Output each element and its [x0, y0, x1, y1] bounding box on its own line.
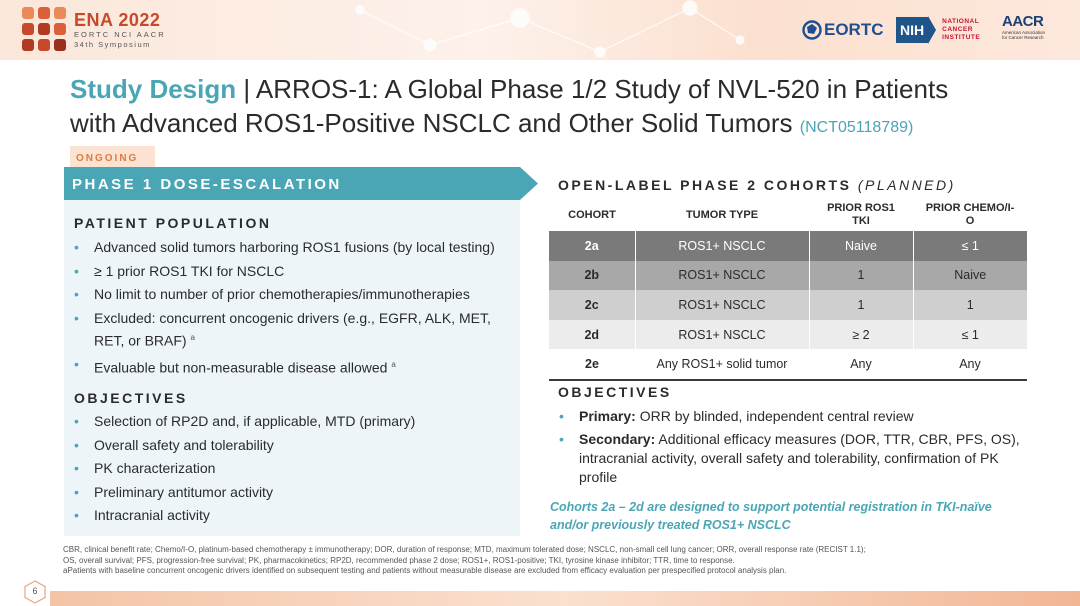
objectives-heading: OBJECTIVES — [74, 390, 188, 406]
phase1-panel — [64, 200, 520, 536]
eortc-label: EORTC — [824, 20, 884, 39]
footer-bar — [50, 591, 1080, 606]
population-list — [64, 238, 514, 382]
ena-title: ENA 2022 — [74, 10, 161, 30]
globe-icon — [802, 20, 822, 40]
table-row: 2e Any ROS1+ solid tumor Any Any — [549, 349, 1027, 379]
nct-number: (NCT05118789) — [799, 119, 914, 136]
col-tumor-type: TUMOR TYPE — [685, 208, 759, 221]
aacr-label: AACR — [1002, 13, 1044, 30]
list-item: • Selection of RP2D and, if applicable, MTD (primary) — [64, 412, 514, 431]
ena-organizers: EORTC NCI AACR — [74, 30, 166, 39]
ena-symposium: 34th Symposium — [74, 40, 151, 49]
phase2-objectives — [549, 407, 1027, 490]
list-item: • Excluded: concurrent oncogenic drivers (e.g., EGFR, ALK, MET, RET, or BRAF) $^a$ — [64, 309, 514, 351]
eortc-logo — [802, 14, 884, 46]
col-prior-tki: PRIOR ROS1 TKI — [827, 202, 895, 227]
ena-logo — [22, 7, 166, 53]
list-item: • Intracranial activity — [64, 506, 514, 525]
hexagon-grid-icon — [22, 7, 68, 53]
title-line2: with Advanced ROS1-Positive NSCLC and Other Solid Tumors — [70, 108, 793, 138]
col-prior-chemo: PRIOR CHEMO/I-O — [925, 202, 1015, 227]
list-item: • ≥ 1 prior ROS1 TKI for NSCLC — [64, 262, 514, 281]
list-item: • Advanced solid tumors harboring ROS1 fusions (by local testing) — [64, 238, 514, 257]
table-row: 2c ROS1+ NSCLC 1 1 — [549, 290, 1027, 320]
cohort-table — [549, 199, 1027, 379]
phase2-objectives-heading: OBJECTIVES — [558, 384, 672, 400]
list-item: • Preliminary antitumor activity — [64, 483, 514, 502]
col-cohort: COHORT — [568, 208, 616, 221]
population-heading: PATIENT POPULATION — [74, 215, 272, 231]
aacr-logo: AACR American Association for Cancer Research — [1002, 13, 1046, 40]
ongoing-badge: ONGOING — [70, 146, 155, 168]
footnote: CBR, clinical benefit rate; Chemo/I-O, platinum-based chemotherapy ± immunotherapy; DOR, duration of response; MTD, maximum tolerated dose; NSCLC, non-small cell lung cancer; ORR, overall response rate (RECIST 1.1); OS, overall survival; PFS, progression-free survival; PK, pharmacokinetics; RP2D, recommended phase 2 dose; ROS1+, ROS1-positive; TKI, tyrosine kinase inhibitor; TTR, time to response. aPatients with baseline concurrent oncogenic drivers identified on subsequent testing and patients without measurable disease are excluded from efficacy evaluation per prespecified protocol analysis plan. — [63, 545, 866, 575]
list-item: • Evaluable but non-measurable disease allowed $^a$ — [64, 355, 514, 378]
objectives-list — [64, 412, 514, 530]
registration-note: Cohorts 2a – 2d are designed to support potential registration in TKI-naïve and/or previously treated ROS1+ NSCLC — [550, 500, 992, 532]
phase1-header — [64, 167, 538, 200]
title-line1: ARROS-1: A Global Phase 1/2 Study of NVL-520 in Patients — [255, 74, 949, 104]
table-row: 2b ROS1+ NSCLC 1 Naive — [549, 261, 1027, 291]
nih-nci-logo — [896, 14, 980, 46]
table-row: 2d ROS1+ NSCLC ≥ 2 ≤ 1 — [549, 320, 1027, 350]
list-item: • PK characterization — [64, 459, 514, 478]
list-item: • Secondary: Additional efficacy measures (DOR, TTR, CBR, PFS, OS), intracranial activity, overall safety and tolerability, confirmation of PK profile — [549, 430, 1027, 487]
table-divider — [549, 379, 1027, 381]
phase2-heading: OPEN-LABEL PHASE 2 COHORTS (PLANNED) — [558, 177, 956, 193]
table-row: 2a ROS1+ NSCLC Naive ≤ 1 — [549, 231, 1027, 261]
header-banner — [0, 0, 1080, 60]
title-accent: Study Design — [70, 74, 237, 104]
list-item: • Overall safety and tolerability — [64, 436, 514, 455]
list-item: • Primary: ORR by blinded, independent central review — [549, 407, 1027, 426]
slide-title: Study Design | ARROS-1: A Global Phase 1/2 Study of NVL-520 in Patients with Advanced ROS1-Positive NSCLC and Other Solid Tumors (NCT05118789) — [70, 74, 949, 138]
table-header-row — [549, 199, 1027, 231]
list-item: • No limit to number of prior chemotherapies/immunotherapies — [64, 285, 514, 304]
phase1-label: PHASE 1 DOSE-ESCALATION — [72, 176, 342, 193]
nih-label: NIH — [896, 17, 928, 43]
page-number: 6 — [24, 580, 46, 604]
nci-label: NATIONAL CANCER INSTITUTE — [942, 18, 981, 41]
